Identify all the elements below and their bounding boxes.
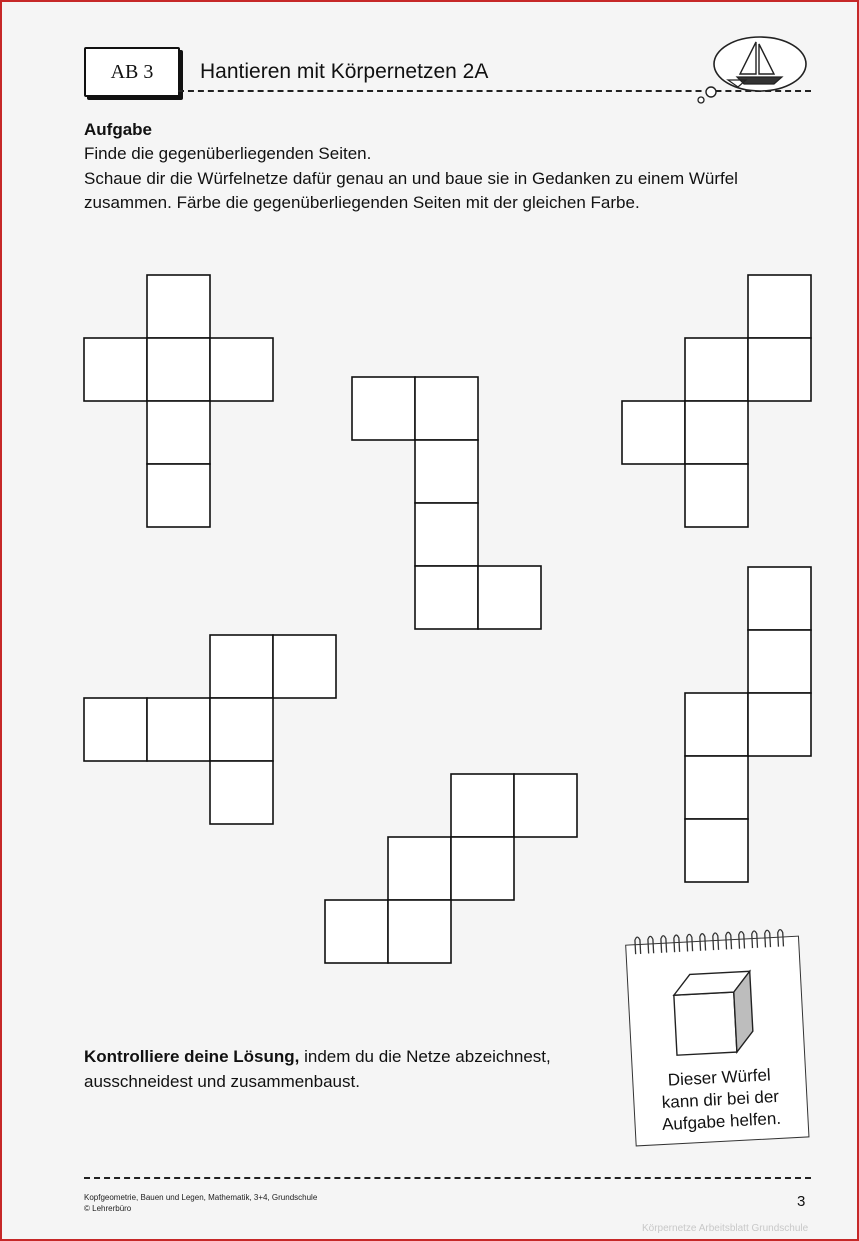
notepad-line-1: Dieser Würfel [667,1065,772,1090]
net-face[interactable] [415,503,478,566]
watermark: Körpernetze Arbeitsblatt Grundschule [642,1223,809,1234]
net-face[interactable] [147,338,210,401]
cube-net-4 [84,635,336,824]
footer-line-1: Kopfgeometrie, Bauen und Legen, Mathematik, 3+4, Grundschule [84,1193,318,1202]
notepad-card [625,936,809,1147]
net-face[interactable] [685,756,748,819]
net-face[interactable] [451,774,514,837]
cube-net-3 [622,275,811,527]
notepad-line-3: Aufgabe helfen. [661,1108,782,1135]
page-number: 3 [797,1193,806,1210]
net-face[interactable] [210,338,273,401]
net-face[interactable] [748,693,811,756]
net-face[interactable] [210,635,273,698]
net-face[interactable] [415,566,478,629]
net-face[interactable] [514,774,577,837]
binding-ring [687,934,693,951]
net-face[interactable] [478,566,541,629]
notepad-line-2: kann dir bei der [661,1086,780,1113]
hint-notepad [625,926,812,1145]
page-title: Hantieren mit Körpernetzen 2A [200,60,489,83]
task-line-1: Finde die gegenüberliegenden Seiten. [84,144,372,163]
net-face[interactable] [622,401,685,464]
net-face[interactable] [685,464,748,527]
net-face[interactable] [388,837,451,900]
binding-ring [713,933,719,950]
footer-line-2: © Lehrerbüro [84,1204,132,1213]
net-face[interactable] [325,900,388,963]
notepad-text [633,1063,808,1138]
cube-nets-area [2,2,857,1002]
net-face[interactable] [685,819,748,882]
cube-net-1 [84,275,273,527]
net-face[interactable] [84,698,147,761]
control-rest: indem du die Netze abzeichnest, [299,1047,551,1066]
net-face[interactable] [685,401,748,464]
control-line-2: ausschneidest und zusammenbaust. [84,1072,360,1091]
net-face[interactable] [147,401,210,464]
control-instructions [84,1044,624,1094]
worksheet-badge-label: AB 3 [110,60,154,83]
binding-ring [648,936,654,953]
task-line-2: Schaue dir die Würfelnetze dafür genau an und baue sie in Gedanken zu einem Würfel [84,169,738,188]
cube-net-2 [352,377,541,629]
cube-net-5 [325,774,577,963]
net-face[interactable] [451,837,514,900]
binding-ring [635,937,641,954]
net-face[interactable] [748,630,811,693]
binding-ring [752,931,758,948]
net-face[interactable] [388,900,451,963]
binding-ring [661,936,667,953]
footer-credits [84,1192,317,1214]
net-face[interactable] [352,377,415,440]
binding-ring [674,935,680,952]
net-face[interactable] [210,698,273,761]
task-line-3: zusammen. Färbe die gegenüberliegenden Seiten mit der gleichen Farbe. [84,193,640,212]
binding-ring [765,930,771,947]
net-face[interactable] [415,440,478,503]
net-face[interactable] [748,275,811,338]
net-face[interactable] [147,464,210,527]
net-face[interactable] [748,567,811,630]
net-face[interactable] [84,338,147,401]
binding-ring [700,934,706,951]
net-face[interactable] [748,338,811,401]
footer-divider [84,1177,811,1179]
control-bold: Kontrolliere deine Lösung, [84,1047,300,1066]
cube-net-6 [685,567,811,882]
net-face[interactable] [147,275,210,338]
net-face[interactable] [147,698,210,761]
net-face[interactable] [273,635,336,698]
cube-icon [670,969,760,1057]
net-face[interactable] [415,377,478,440]
binding-ring [739,932,745,949]
binding-ring [778,929,784,946]
net-face[interactable] [685,338,748,401]
net-face[interactable] [210,761,273,824]
binding-ring [726,932,732,949]
net-face[interactable] [685,693,748,756]
task-heading: Aufgabe [84,120,152,139]
